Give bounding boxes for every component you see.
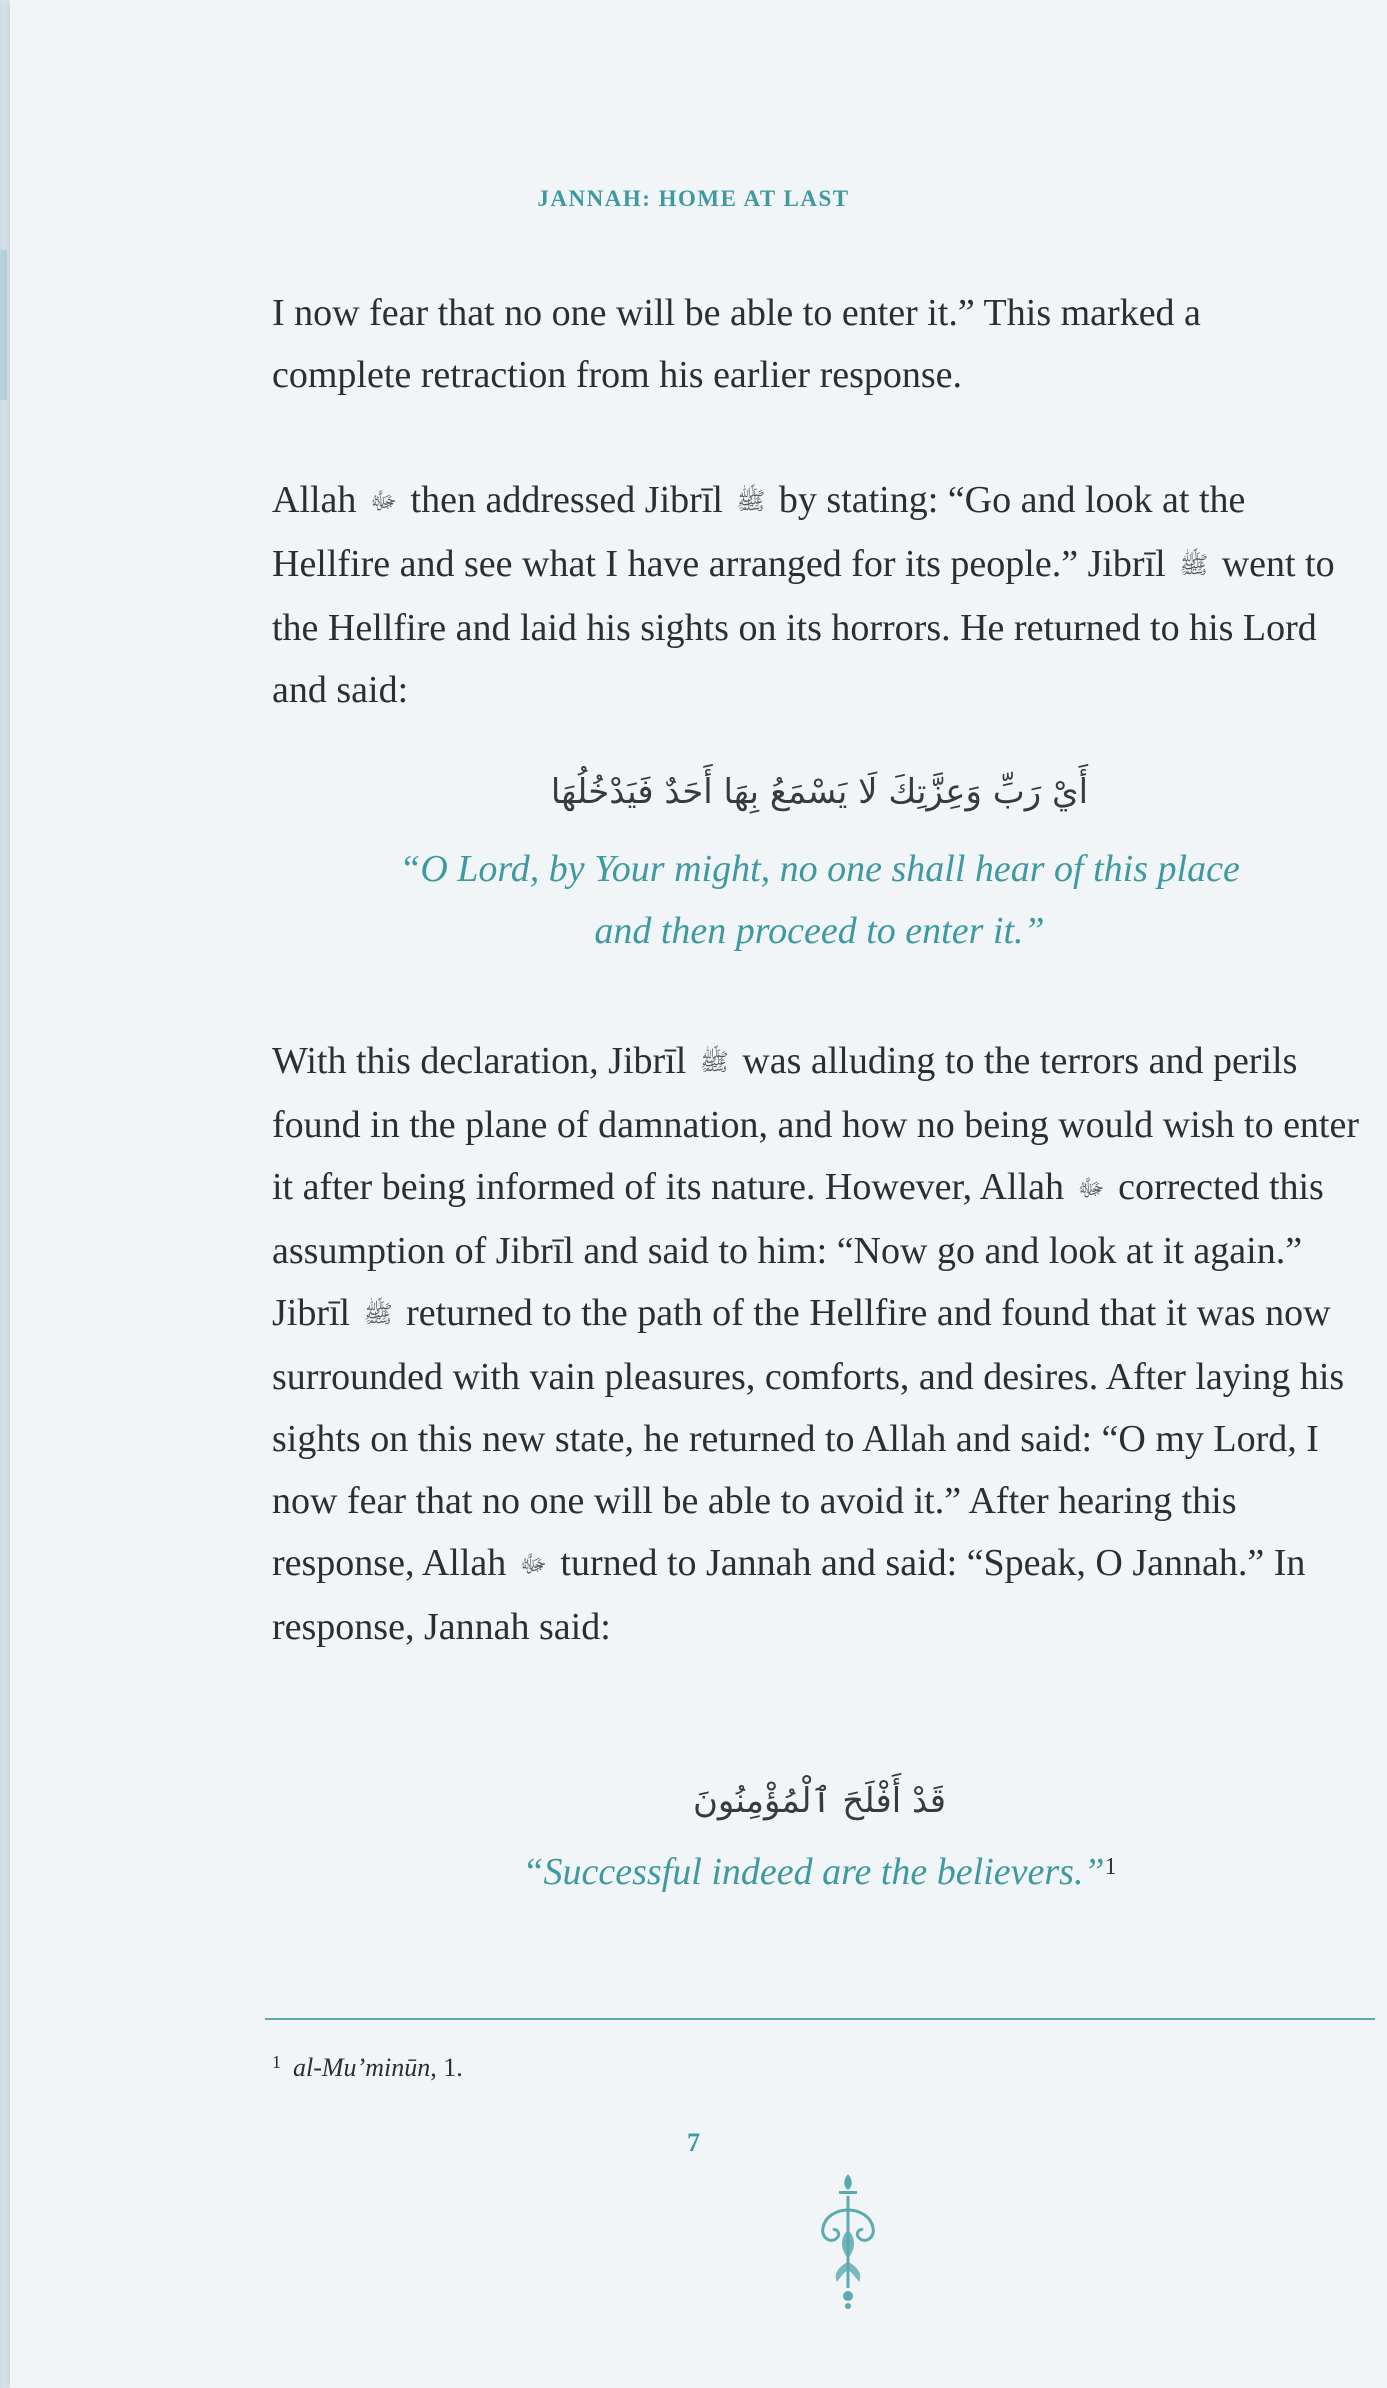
translation-quote-1	[272, 838, 1367, 962]
paragraph-3	[272, 1030, 1367, 1658]
paragraph-3-text-4: returned to the path of the Hellfire and found that it was now surrounded with vain pleasures, comforts, and desires. After laying his sights on this new state, he returned to Allah and said: “O my Lord, I now fear that no one will be able to avoid it.” After hearing this response, Allah	[272, 1292, 1345, 1584]
paragraph-2-text-4: went to the Hellfire and laid his sights on its horrors. He returned to his Lord and said:	[272, 543, 1335, 711]
translation-quote-1-line-2: and then proceed to enter it.”	[594, 910, 1045, 952]
footnote-number: 1	[272, 2052, 281, 2072]
honorific-allah-icon: ﷻ	[369, 489, 398, 515]
paragraph-3-text-5: turned to Jannah and said: “Speak, O Jannah.” In response, Jannah said:	[272, 1542, 1306, 1648]
honorific-allah-icon: ﷻ	[519, 1552, 547, 1578]
floral-ornament-icon	[803, 2170, 893, 2310]
footnote-reference[interactable]: 1	[1104, 1854, 1117, 1880]
page-edge	[0, 0, 10, 2388]
paragraph-2-text-1: Allah	[272, 479, 357, 521]
translation-quote-1-line-1: “O Lord, by Your might, no one shall hear of this place	[399, 848, 1240, 890]
honorific-jibril-icon: ﷺ	[1179, 553, 1209, 579]
translation-quote-2-text: “Successful indeed are the believers.”	[522, 1851, 1105, 1893]
honorific-jibril-icon: ﷺ	[363, 1302, 393, 1328]
paragraph-1-line-1: I now fear that no one will be able to enter it.” This marked a	[272, 292, 1201, 334]
paragraph-1-line-2: complete retraction from his earlier response.	[272, 354, 963, 396]
honorific-allah-icon: ﷻ	[1077, 1176, 1105, 1202]
translation-quote-2	[272, 1836, 1367, 1903]
footnote-divider	[265, 2018, 1375, 2020]
arabic-quote-1: أَيْ رَبِّ وَعِزَّتِكَ لَا يَسْمَعُ بِهَا أَحَدٌ فَيَدْخُلُهَا	[550, 772, 1089, 812]
honorific-jibril-icon: ﷺ	[736, 489, 766, 515]
paragraph-2-text-3: by stating: “Go and look at the Hellfire and see what I have arranged for its people.” Jibrīl	[272, 479, 1246, 585]
paragraph-3-text-3: corrected this assumption of Jibrīl and said to him: “Now go and look at it again.” Jibrīl	[272, 1166, 1324, 1334]
footnote-rest: , 1.	[430, 2053, 463, 2082]
paragraph-1	[272, 282, 1367, 406]
honorific-jibril-icon: ﷺ	[699, 1050, 729, 1076]
paragraph-2-text-2: then addressed Jibrīl	[410, 479, 723, 521]
footnote-source: al-Mu’minūn	[293, 2053, 431, 2082]
page-edge-mark	[0, 250, 7, 400]
footnote	[272, 2052, 463, 2083]
paragraph-3-text-1: With this declaration, Jibrīl	[272, 1040, 687, 1082]
paragraph-2	[272, 469, 1367, 721]
page-number: 7	[687, 2128, 700, 2157]
running-head: JANNAH: HOME AT LAST	[537, 186, 850, 211]
arabic-quote-2: قَدْ أَفْلَحَ ٱلْمُؤْمِنُونَ	[692, 1781, 947, 1821]
paragraph-3-text-2: was alluding to the terrors and perils found in the plane of damnation, and how no being would wish to enter it after being informed of its nature. However, Allah	[272, 1040, 1360, 1208]
